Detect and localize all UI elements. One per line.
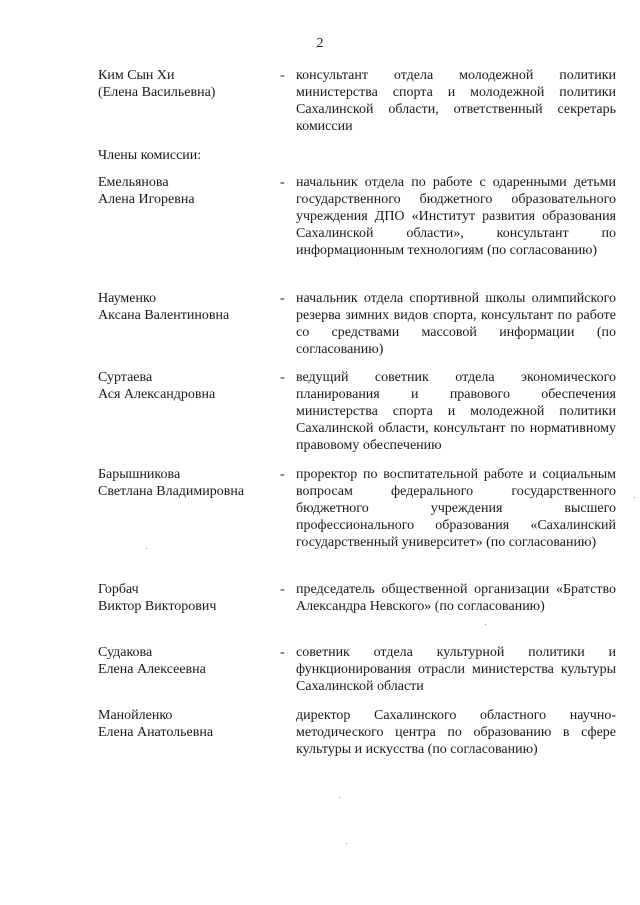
members-heading: Члены комиссии: [98,148,202,163]
member-role: начальник отдела спортивной школы олимпийского резерва зимних видов спорта, консультант по работе со средствами массовой информации (по согласованию) [296,291,616,357]
member-given-name: Елена Алексеевна [98,662,206,677]
secretary-name [98,67,278,101]
secretary-given-name: (Елена Васильевна) [98,85,216,100]
secretary-dash: - [280,68,285,83]
member-surname: Суртаева [98,370,153,385]
member-role: проректор по воспитательной работе и социальным вопросам федерального государственного бюджетного учреждения высшего профессионального образования «Сахалинский государственный университет» (по согласованию) [296,467,616,550]
member-role: председатель общественной организации «Братство Александра Невского» (по согласованию) [296,582,616,614]
member-surname: Барышникова [98,467,181,482]
member-role: ведущий советник отдела экономического планирования и правового обеспечения министерства спорта и молодежной политики Сахалинской области, консультант по нормативному правовому обеспечению [296,370,616,453]
member-role: начальник отдела по работе с одаренными детьми государственного бюджетного образовательного учреждения ДПО «Институт развития образования Сахалинской области», консультант по информационным технологиям (по согласованию) [296,175,616,258]
member-surname: Науменко [98,291,157,306]
member-name [98,581,278,615]
member-given-name: Светлана Владимировна [98,484,245,499]
scan-speck [146,548,147,549]
member-surname: Судакова [98,645,153,660]
member-surname: Горбач [98,582,139,597]
member-given-name: Ася Александровна [98,387,216,402]
member-given-name: Алена Игоревна [98,192,195,207]
member-dash: - [280,467,285,482]
member-dash: - [280,370,285,385]
secretary-surname: Ким Сын Хи [98,68,175,83]
member-role: директор Сахалинского областного научно-методического центра по образованию в сфере культуры и искусства (по согласованию) [296,708,616,757]
member-name [98,707,278,741]
member-given-name: Виктор Викторович [98,599,217,614]
member-dash: - [280,175,285,190]
member-name [98,644,278,678]
scan-speck [339,797,340,798]
member-dash: - [280,291,285,306]
member-role: советник отдела культурной политики и функционирования отрасли министерства культуры Сахалинской области [296,645,616,694]
member-name [98,290,278,324]
scan-speck [316,47,317,48]
scan-speck [346,843,347,844]
member-given-name: Елена Анатольевна [98,725,214,740]
member-name [98,369,278,403]
scan-speck [485,624,486,625]
page-number: 2 [316,36,324,51]
member-dash: - [280,582,285,597]
secretary-role: консультант отдела молодежной политики министерства спорта и молодежной политики Сахалинской области, ответственный секретарь комиссии [296,68,616,134]
scan-speck [634,497,635,498]
member-dash: - [280,645,285,660]
member-name [98,174,278,208]
member-surname: Емельянова [98,175,169,190]
member-given-name: Аксана Валентиновна [98,308,230,323]
member-surname: Манойленко [98,708,173,723]
member-name [98,466,278,500]
